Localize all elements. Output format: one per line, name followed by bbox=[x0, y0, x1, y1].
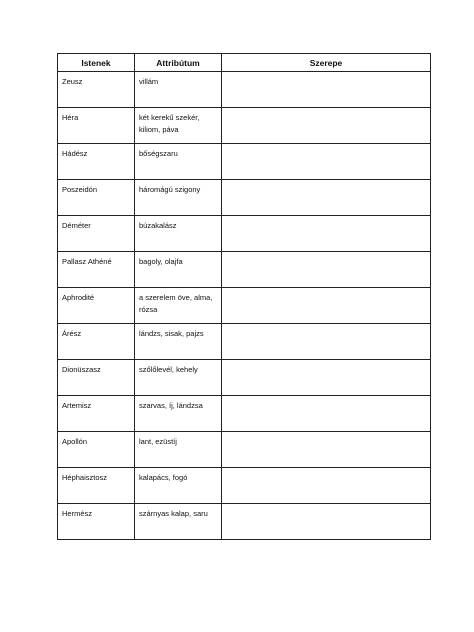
god-name: Apollón bbox=[62, 437, 88, 446]
god-attribute: szárnyas kalap, saru bbox=[139, 509, 208, 518]
role-cell bbox=[222, 468, 431, 504]
god-name: Pallasz Athéné bbox=[62, 257, 112, 266]
table-row bbox=[58, 324, 431, 360]
god-name-cell bbox=[58, 72, 135, 108]
attribute-cell bbox=[135, 180, 222, 216]
god-attribute: bagoly, olajfa bbox=[139, 257, 183, 266]
header-role: Szerepe bbox=[222, 54, 431, 72]
table-row bbox=[58, 216, 431, 252]
role-cell bbox=[222, 108, 431, 144]
god-attribute: lant, ezüstíj bbox=[139, 437, 177, 446]
table-row bbox=[58, 468, 431, 504]
table-row bbox=[58, 72, 431, 108]
attribute-cell bbox=[135, 360, 222, 396]
god-attribute: két kerekű szekér, kiliom, páva bbox=[139, 113, 200, 134]
role-cell bbox=[222, 216, 431, 252]
god-name-cell bbox=[58, 432, 135, 468]
god-attribute: búzakalász bbox=[139, 221, 177, 230]
god-name-cell bbox=[58, 360, 135, 396]
table-row bbox=[58, 144, 431, 180]
table-row bbox=[58, 108, 431, 144]
god-name: Zeusz bbox=[62, 77, 83, 86]
attribute-cell bbox=[135, 324, 222, 360]
role-cell bbox=[222, 324, 431, 360]
god-attribute: lándzs, sisak, pajzs bbox=[139, 329, 204, 338]
table-row bbox=[58, 288, 431, 324]
god-attribute: bőségszaru bbox=[139, 149, 178, 158]
god-name-cell bbox=[58, 216, 135, 252]
god-name-cell bbox=[58, 504, 135, 540]
god-name: Déméter bbox=[62, 221, 91, 230]
god-attribute: villám bbox=[139, 77, 159, 86]
role-cell bbox=[222, 252, 431, 288]
god-attribute: kalapács, fogó bbox=[139, 473, 188, 482]
table-header-row bbox=[58, 54, 431, 72]
gods-table bbox=[57, 53, 431, 540]
attribute-cell bbox=[135, 396, 222, 432]
god-name: Héra bbox=[62, 113, 79, 122]
role-cell bbox=[222, 432, 431, 468]
god-name: Poszeidón bbox=[62, 185, 98, 194]
attribute-cell bbox=[135, 252, 222, 288]
god-attribute: a szerelem öve, alma, rózsa bbox=[139, 293, 213, 314]
attribute-cell bbox=[135, 216, 222, 252]
god-name: Hermész bbox=[62, 509, 93, 518]
table-row bbox=[58, 504, 431, 540]
god-name-cell bbox=[58, 468, 135, 504]
attribute-cell bbox=[135, 72, 222, 108]
god-name: Artemisz bbox=[62, 401, 92, 410]
attribute-cell bbox=[135, 504, 222, 540]
god-name: Árész bbox=[62, 329, 82, 338]
god-name-cell bbox=[58, 180, 135, 216]
table-row bbox=[58, 180, 431, 216]
header-attribute: Attribútum bbox=[135, 54, 222, 72]
role-cell bbox=[222, 288, 431, 324]
god-name: Héphaisztosz bbox=[62, 473, 108, 482]
god-name: Aphrodité bbox=[62, 293, 95, 302]
god-name: Dionüszasz bbox=[62, 365, 101, 374]
table-row bbox=[58, 252, 431, 288]
role-cell bbox=[222, 180, 431, 216]
attribute-cell bbox=[135, 288, 222, 324]
god-name-cell bbox=[58, 144, 135, 180]
table-row bbox=[58, 360, 431, 396]
god-name-cell bbox=[58, 396, 135, 432]
god-attribute: szarvas, íj, lándzsa bbox=[139, 401, 203, 410]
header-gods: Istenek bbox=[58, 54, 135, 72]
role-cell bbox=[222, 144, 431, 180]
god-name-cell bbox=[58, 288, 135, 324]
table-row bbox=[58, 432, 431, 468]
god-name-cell bbox=[58, 108, 135, 144]
role-cell bbox=[222, 72, 431, 108]
table-row bbox=[58, 396, 431, 432]
god-attribute: háromágú szigony bbox=[139, 185, 201, 194]
role-cell bbox=[222, 504, 431, 540]
god-name: Hádész bbox=[62, 149, 88, 158]
god-name-cell bbox=[58, 324, 135, 360]
god-attribute: szőlőlevél, kehely bbox=[139, 365, 198, 374]
attribute-cell bbox=[135, 144, 222, 180]
attribute-cell bbox=[135, 468, 222, 504]
role-cell bbox=[222, 396, 431, 432]
table-body bbox=[58, 72, 431, 540]
attribute-cell bbox=[135, 432, 222, 468]
attribute-cell bbox=[135, 108, 222, 144]
role-cell bbox=[222, 360, 431, 396]
god-name-cell bbox=[58, 252, 135, 288]
